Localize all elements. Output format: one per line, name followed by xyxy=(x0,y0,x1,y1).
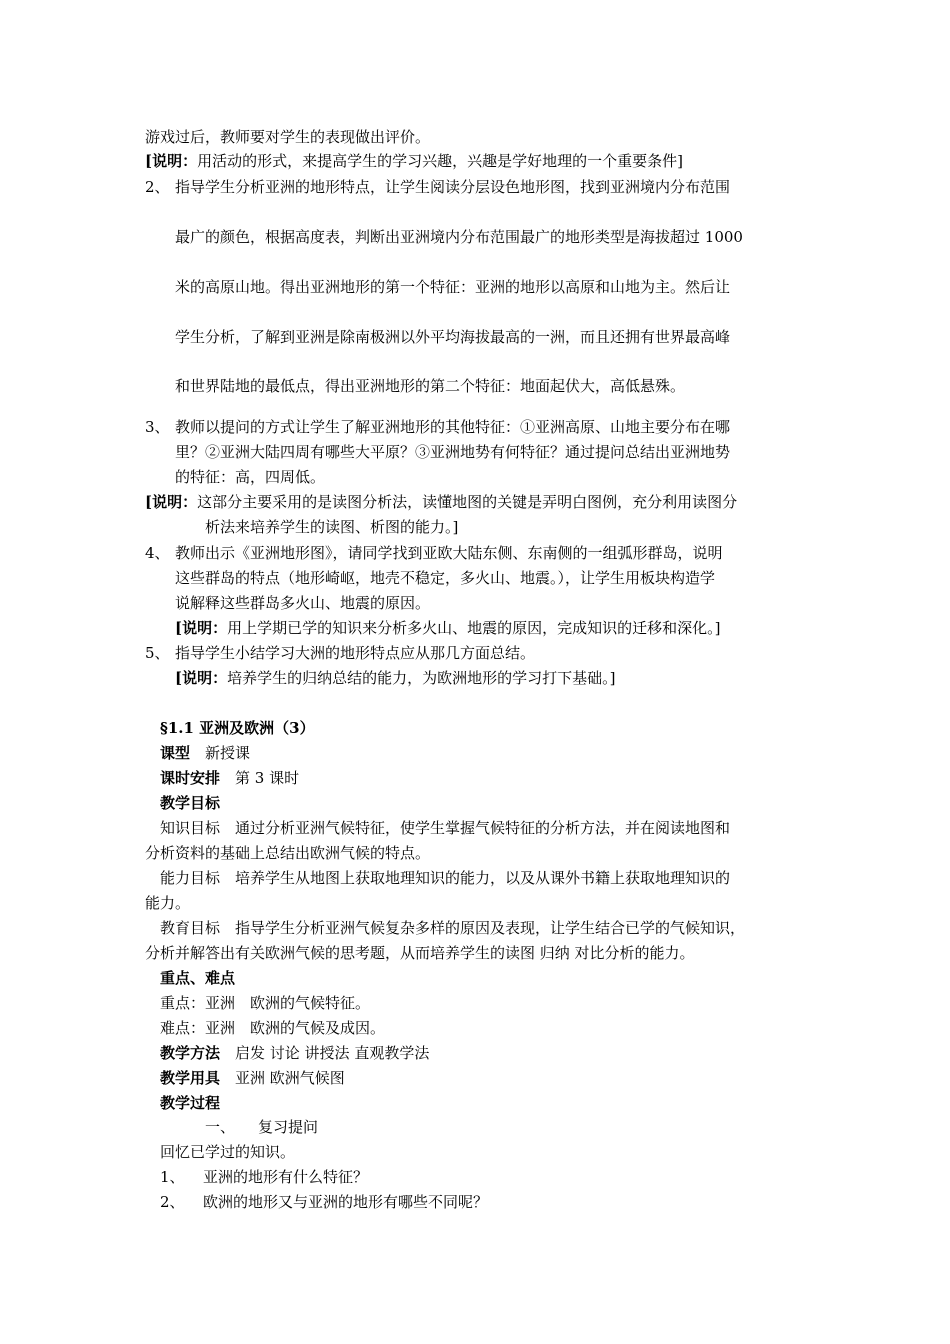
item-2-line: 最广的颜色，根据高度表，判断出亚洲境内分布范围最广的地形类型是海拔超过 1000 xyxy=(175,228,743,246)
field-label: 知识目标 xyxy=(160,819,221,837)
item-2-line: 米的高原山地。得出亚洲地形的第一个特征：亚洲的地形以高原和山地为主。然后让 xyxy=(175,278,731,296)
note-text: 这部分主要采用的是读图分析法，读懂地图的关键是弄明白图例，充分利用读图分 xyxy=(197,493,738,511)
field-value: 培养学生从地图上获取地理知识的能力，以及从课外书籍上获取地理知识的 xyxy=(235,869,731,887)
education-goal-continued: 分析并解答出有关欧洲气候的思考题，从而培养学生的读图 归纳 对比分析的能力。 xyxy=(145,944,695,962)
step-1-number: 一、 xyxy=(205,1118,236,1136)
ability-goal-continued: 能力。 xyxy=(145,894,191,912)
note-4 xyxy=(175,617,720,639)
item-3-line: 教师以提问的方式让学生了解亚洲地形的其他特征：①亚洲高原、山地主要分布在哪 xyxy=(175,418,731,436)
lesson-type xyxy=(160,742,250,764)
item-2-number: 2、 xyxy=(145,178,170,196)
recall-text: 回忆已学过的知识。 xyxy=(160,1143,296,1161)
lesson-title: §1.1 亚洲及欧洲（3） xyxy=(160,719,315,737)
item-3-line: 的特征：高，四周低。 xyxy=(175,468,326,486)
note-label: [说明： xyxy=(145,493,198,511)
item-2-line: 学生分析，了解到亚洲是除南极洲以外平均海拔最高的一洲，而且还拥有世界最高峰 xyxy=(175,328,731,346)
field-value: 第 3 课时 xyxy=(235,769,300,787)
item-3-number: 3、 xyxy=(145,418,170,436)
field-value: 新授课 xyxy=(205,744,251,762)
field-label: 教学用具 xyxy=(160,1069,221,1087)
teaching-tools xyxy=(160,1067,345,1089)
note-1 xyxy=(145,150,683,172)
item-2-line: 和世界陆地的最低点，得出亚洲地形的第二个特征：地面起伏大，高低悬殊。 xyxy=(175,377,686,395)
field-label: 课型 xyxy=(160,744,191,762)
field-value: 亚洲 欧洲气候图 xyxy=(235,1069,345,1087)
key-points-heading: 重点、难点 xyxy=(160,969,236,987)
item-2-line: 指导学生分析亚洲的地形特点，让学生阅读分层设色地形图，找到亚洲境内分布范围 xyxy=(175,178,731,196)
note-3 xyxy=(145,491,737,513)
field-value: 指导学生分析亚洲气候复杂多样的原因及表现，让学生结合已学的气候知识， xyxy=(235,919,746,937)
item-4-line: 教师出示《亚洲地形图》，请同学找到亚欧大陆东侧、东南侧的一组弧形群岛，说明 xyxy=(175,544,723,562)
item-5-number: 5、 xyxy=(145,644,170,662)
note-label: [说明： xyxy=(145,152,198,170)
item-3-line: 里？②亚洲大陆四周有哪些大平原？③亚洲地势有何特征？通过提问总结出亚洲地势 xyxy=(175,443,731,461)
key-point: 重点：亚洲 欧洲的气候特征。 xyxy=(160,994,371,1012)
note-text: 培养学生的归纳总结的能力，为欧洲地形的学习打下基础。] xyxy=(227,669,616,687)
item-4-line: 这些群岛的特点（地形崎岖，地壳不稳定，多火山、地震。），让学生用板块构造学 xyxy=(175,569,716,587)
teaching-method xyxy=(160,1042,429,1064)
ability-goal xyxy=(160,867,730,889)
item-4-number: 4、 xyxy=(145,544,170,562)
field-label: 教育目标 xyxy=(160,919,221,937)
note-5 xyxy=(175,667,615,689)
question-1-text: 亚洲的地形有什么特征？ xyxy=(203,1168,369,1186)
field-value: 启发 讨论 讲授法 直观教学法 xyxy=(235,1044,430,1062)
lesson-schedule xyxy=(160,767,299,789)
item-4-line: 说解释这些群岛多火山、地震的原因。 xyxy=(175,594,431,612)
note-label: [说明： xyxy=(175,669,228,687)
question-1-number: 1、 xyxy=(160,1168,185,1186)
note-label: [说明： xyxy=(175,619,228,637)
note-text: 用上学期已学的知识来分析多火山、地震的原因，完成知识的迁移和深化。] xyxy=(227,619,721,637)
process-heading: 教学过程 xyxy=(160,1094,221,1112)
question-2-number: 2、 xyxy=(160,1193,185,1211)
field-label: 能力目标 xyxy=(160,869,221,887)
field-value: 通过分析亚洲气候特征，使学生掌握气候特征的分析方法，并在阅读地图和 xyxy=(235,819,731,837)
step-1-title: 复习提问 xyxy=(258,1118,319,1136)
note-3-continued: 析法来培养学生的读图、析图的能力。] xyxy=(205,518,459,536)
note-text: 用活动的形式，来提高学生的学习兴趣，兴趣是学好地理的一个重要条件] xyxy=(197,152,683,170)
knowledge-goal-continued: 分析资料的基础上总结出欧洲气候的特点。 xyxy=(145,844,431,862)
goals-heading: 教学目标 xyxy=(160,794,221,812)
knowledge-goal xyxy=(160,817,730,839)
question-2-text: 欧洲的地形又与亚洲的地形有哪些不同呢？ xyxy=(203,1193,489,1211)
field-label: 课时安排 xyxy=(160,769,221,787)
item-5-line: 指导学生小结学习大洲的地形特点应从那几方面总结。 xyxy=(175,644,536,662)
difficult-point: 难点：亚洲 欧洲的气候及成因。 xyxy=(160,1019,386,1037)
education-goal xyxy=(160,917,745,939)
paragraph-evaluation: 游戏过后，教师要对学生的表现做出评价。 xyxy=(145,128,431,146)
field-label: 教学方法 xyxy=(160,1044,221,1062)
